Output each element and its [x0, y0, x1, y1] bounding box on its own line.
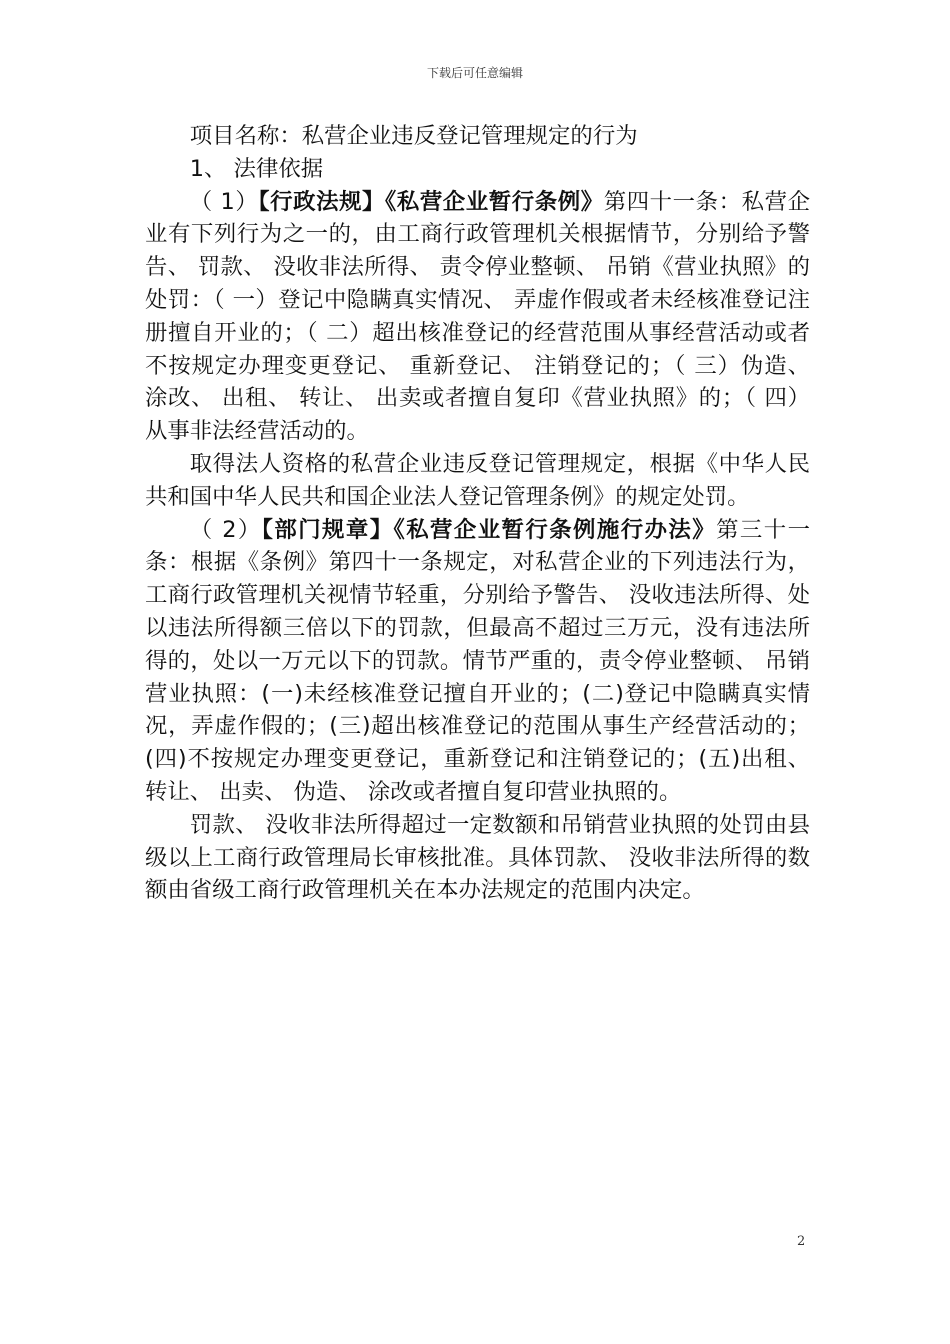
paragraph-department-rule	[145, 514, 810, 809]
document-body	[145, 120, 810, 907]
regulation-tag: 【部门规章】	[261, 516, 394, 543]
paragraph-approval: 罚款、 没收非法所得超过一定数额和吊销营业执照的处罚由县级以上工商行政管理局长审核批准。具体罚款、 没收非法所得的数额由省级工商行政管理机关在本办法规定的范围内决定。	[145, 811, 810, 904]
item-prefix: （ 2）	[189, 516, 262, 543]
paragraph-legal-person: 取得法人资格的私营企业违反登记管理规定，根据《中华人民共和国中华人民共和国企业法人登记管理条例》的规定处罚。	[145, 450, 810, 510]
paragraph-text: 第四十一条：私营企业有下列行为之一的，由工商行政管理机关根据情节，分别给予警告、 罚款、 没收非法所得、 责令停业整顿、 吊销《营业执照》的处罚：（ 一）登记中隐瞒真实情况、 弄虚作假或者未经核准登记注册擅自开业的；（ 二）超出核准登记的经营范围从事经营活动或者不按规定办理变更登记、 重新登记、 注销登记的；（ 三）伪造、 涂改、 出租、 转让、 出卖或者擅自复印《营业执照》的；（ 四）从事非法经营活动的。	[145, 188, 810, 445]
regulation-tag: 【行政法规】	[258, 188, 386, 215]
paragraph-text: 第三十一条：根据《条例》第四十一条规定，对私营企业的下列违法行为，工商行政管理机关视情节轻重，分别给予警告、 没收违法所得、处以违法所得额三倍以下的罚款，但最高不超过三万元，没有违法所得的，处以一万元以下的罚款。情节严重的，责令停业整顿、 吊销营业执照：(一)未经核准登记擅自开业的；(二)登记中隐瞒真实情况，弄虚作假的；(三)超出核准登记的范围从事生产经营活动的；(四)不按规定办理变更登记，重新登记和注销登记的；(五)出租、 转让、 出卖、 伪造、 涂改或者擅自复印营业执照的。	[145, 516, 810, 805]
page-number: 2	[797, 1234, 806, 1249]
paragraph-administrative-regulation	[145, 186, 810, 448]
section-heading: 1、 法律依据	[189, 155, 324, 182]
page-header: 下载后可任意编辑	[426, 66, 523, 80]
law-name: 《私营企业暂行条例》	[385, 188, 604, 215]
law-name: 《私营企业暂行条例施行办法》	[393, 516, 717, 543]
item-prefix: （ 1）	[189, 188, 259, 215]
project-title: 项目名称：私营企业违反登记管理规定的行为	[189, 123, 638, 149]
